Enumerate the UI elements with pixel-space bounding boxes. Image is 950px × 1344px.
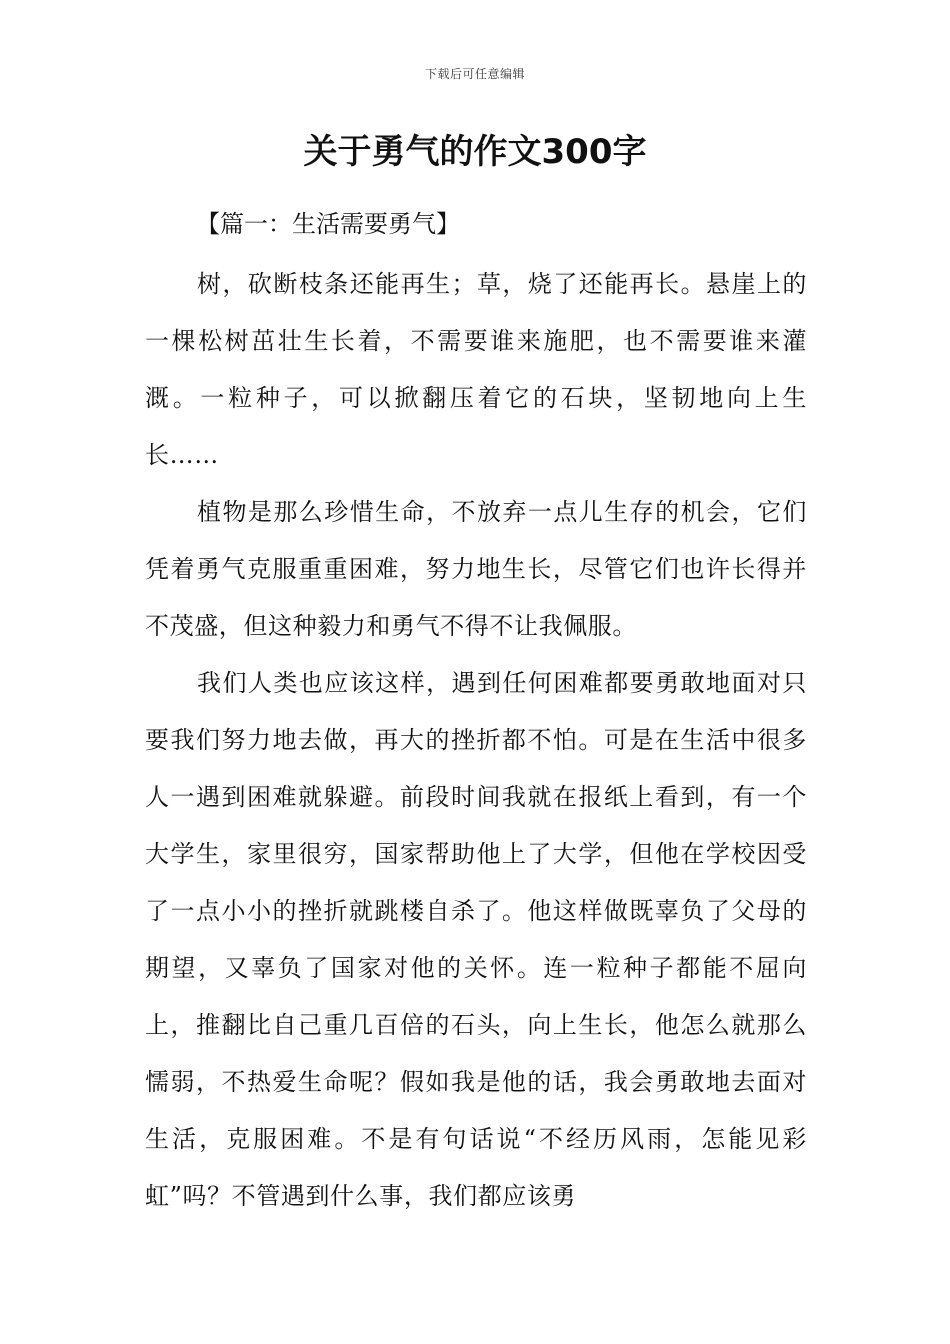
article-body bbox=[145, 256, 807, 1225]
header-note: 下载后可任意编辑 bbox=[424, 67, 525, 81]
section-heading: 【篇一：生活需要勇气】 bbox=[196, 210, 460, 238]
document-title: 关于勇气的作文300字 bbox=[303, 132, 647, 172]
paragraph: 我们人类也应该这样，遇到任何困难都要勇敢地面对只要我们努力地去做，再大的挫折都不怕。可是在生活中很多人一遇到困难就躲避。前段时间我就在报纸上看到，有一个大学生，家里很穷，国家帮助他上了大学，但他在学校因受了一点小小的挫折就跳楼自杀了。他这样做既辜负了父母的期望，又辜负了国家对他的关怀。连一粒种子都能不屈向上，推翻比自己重几百倍的石头，向上生长，他怎么就那么懦弱，不热爱生命呢？假如我是他的话，我会勇敢地去面对生活，克服困难。不是有句话说“不经历风雨，怎能见彩虹”吗？不管遇到什么事，我们都应该勇 bbox=[145, 669, 807, 1210]
paragraph: 植物是那么珍惜生命，不放弃一点儿生存的机会，它们凭着勇气克服重重困难，努力地生长，尽管它们也许长得并不茂盛，但这种毅力和勇气不得不让我佩服。 bbox=[145, 498, 807, 640]
paragraph: 树，砍断枝条还能再生；草，烧了还能再长。悬崖上的一棵松树茁壮生长着，不需要谁来施肥，也不需要谁来灌溉。一粒种子，可以掀翻压着它的石块，坚韧地向上生长…… bbox=[145, 270, 807, 469]
